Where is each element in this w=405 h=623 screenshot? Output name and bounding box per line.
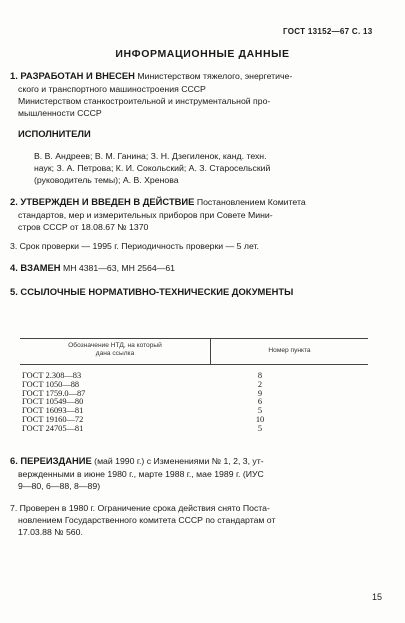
performers-heading xyxy=(18,128,398,141)
section-4 xyxy=(10,262,390,275)
performers-heading-text: ИСПОЛНИТЕЛИ xyxy=(18,128,91,139)
reference-doc: ГОСТ 16093—81 xyxy=(22,406,84,416)
reference-doc: ГОСТ 2.308—83 xyxy=(22,371,82,380)
reference-item: 6 xyxy=(257,397,263,407)
section-4-text: МН 4381—63, МН 2564—61 xyxy=(62,263,175,273)
section-1-text-line4: мышленности СССР xyxy=(18,107,102,118)
section-7-text-line3: 17.03.88 № 560. xyxy=(18,527,83,537)
reference-doc: ГОСТ 19160—72 xyxy=(22,415,84,425)
references-col-doc-header-line2: дана ссылка xyxy=(95,350,135,358)
references-table-header xyxy=(20,339,368,365)
section-1-text-line2: ского и транспортного машиностроения СССР xyxy=(18,83,206,94)
references-col-item-header: Номер пункта xyxy=(268,347,311,354)
reference-doc: ГОСТ 1050—88 xyxy=(22,379,80,389)
references-table xyxy=(20,338,368,434)
reference-item: 9 xyxy=(257,388,263,398)
section-2-label: 2. УТВЕРЖДЕН И ВВЕДЕН В ДЕЙСТВИЕ xyxy=(10,196,195,207)
section-6-label: 6. ПЕРЕИЗДАНИЕ xyxy=(10,455,92,466)
reference-item: 2 xyxy=(257,379,263,389)
page-number: 15 xyxy=(372,592,383,602)
section-2-text-line2: стандартов, мер и измерительных приборов при Совете Мини- xyxy=(18,209,273,220)
section-6-text-line2: вержденными в июне 1980 г., марте 1988 г., мае 1989 г. (ИУС xyxy=(18,468,264,479)
section-2-text-line1: Постановлением Комитета xyxy=(196,197,306,207)
reference-doc: ГОСТ 24705—81 xyxy=(22,423,84,433)
reference-doc: ГОСТ 10549—80 xyxy=(22,397,84,407)
section-2 xyxy=(10,196,390,233)
performers-list xyxy=(34,150,394,186)
section-1-text-line1: Министерством тяжелого, энергетиче- xyxy=(137,71,293,81)
section-5-heading xyxy=(10,286,390,299)
reference-item: 5 xyxy=(257,406,263,416)
section-1-text-line3: Министерством станкостроительной и инструментальной про- xyxy=(18,95,271,106)
section-4-label: 4. ВЗАМЕН xyxy=(10,262,61,273)
performers-line3: (руководитель темы); А. В. Хренова xyxy=(34,175,179,185)
section-1-label: 1. РАЗРАБОТАН И ВНЕСЕН xyxy=(10,70,135,81)
section-7-text-line1: 7. Проверен в 1980 г. Ограничение срока действия снято Поста- xyxy=(10,503,270,513)
section-7-text-line2: новлением Государственного комитета СССР по стандартам от xyxy=(18,515,276,525)
reference-doc: ГОСТ 1759.0—87 xyxy=(22,388,86,398)
section-6-text-line1: (май 1990 г.) с Изменениями № 1, 2, 3, ут- xyxy=(94,456,264,466)
section-1 xyxy=(10,70,390,119)
section-7 xyxy=(10,502,390,538)
section-6 xyxy=(10,455,390,492)
page-title: ИНФОРМАЦИОННЫЕ ДАННЫЕ xyxy=(115,48,290,60)
reference-item: 5 xyxy=(257,423,263,433)
section-3 xyxy=(10,240,390,252)
performers-line2: наук; З. А. Петрова; К. И. Сокольский; А. З. Старосельский xyxy=(34,163,271,173)
references-col-doc-header xyxy=(20,339,211,364)
performers-line1: В. В. Андреев; В. М. Ганина; З. Н. Дзегиленок, канд. техн. xyxy=(34,151,267,161)
references-table-body xyxy=(20,365,368,434)
references-col-doc-header-line1: Обозначение НТД, на который xyxy=(68,342,162,349)
reference-item: 8 xyxy=(257,371,263,380)
references-items-column xyxy=(212,372,368,434)
section-6-text-line3: 9—80, 6—88, 8—89) xyxy=(18,480,101,491)
section-3-text: 3. Срок проверки — 1995 г. Периодичность проверки — 5 лет. xyxy=(10,241,259,251)
references-docs-column xyxy=(20,372,212,434)
reference-item: 10 xyxy=(255,415,265,425)
page-header: ГОСТ 13152—67 С. 13 xyxy=(283,27,373,36)
section-2-text-line3: стров СССР от 18.08.67 № 1370 xyxy=(18,221,149,232)
section-5-heading-text: 5. ССЫЛОЧНЫЕ НОРМАТИВНО-ТЕХНИЧЕСКИЕ ДОКУМЕНТЫ xyxy=(10,286,294,297)
